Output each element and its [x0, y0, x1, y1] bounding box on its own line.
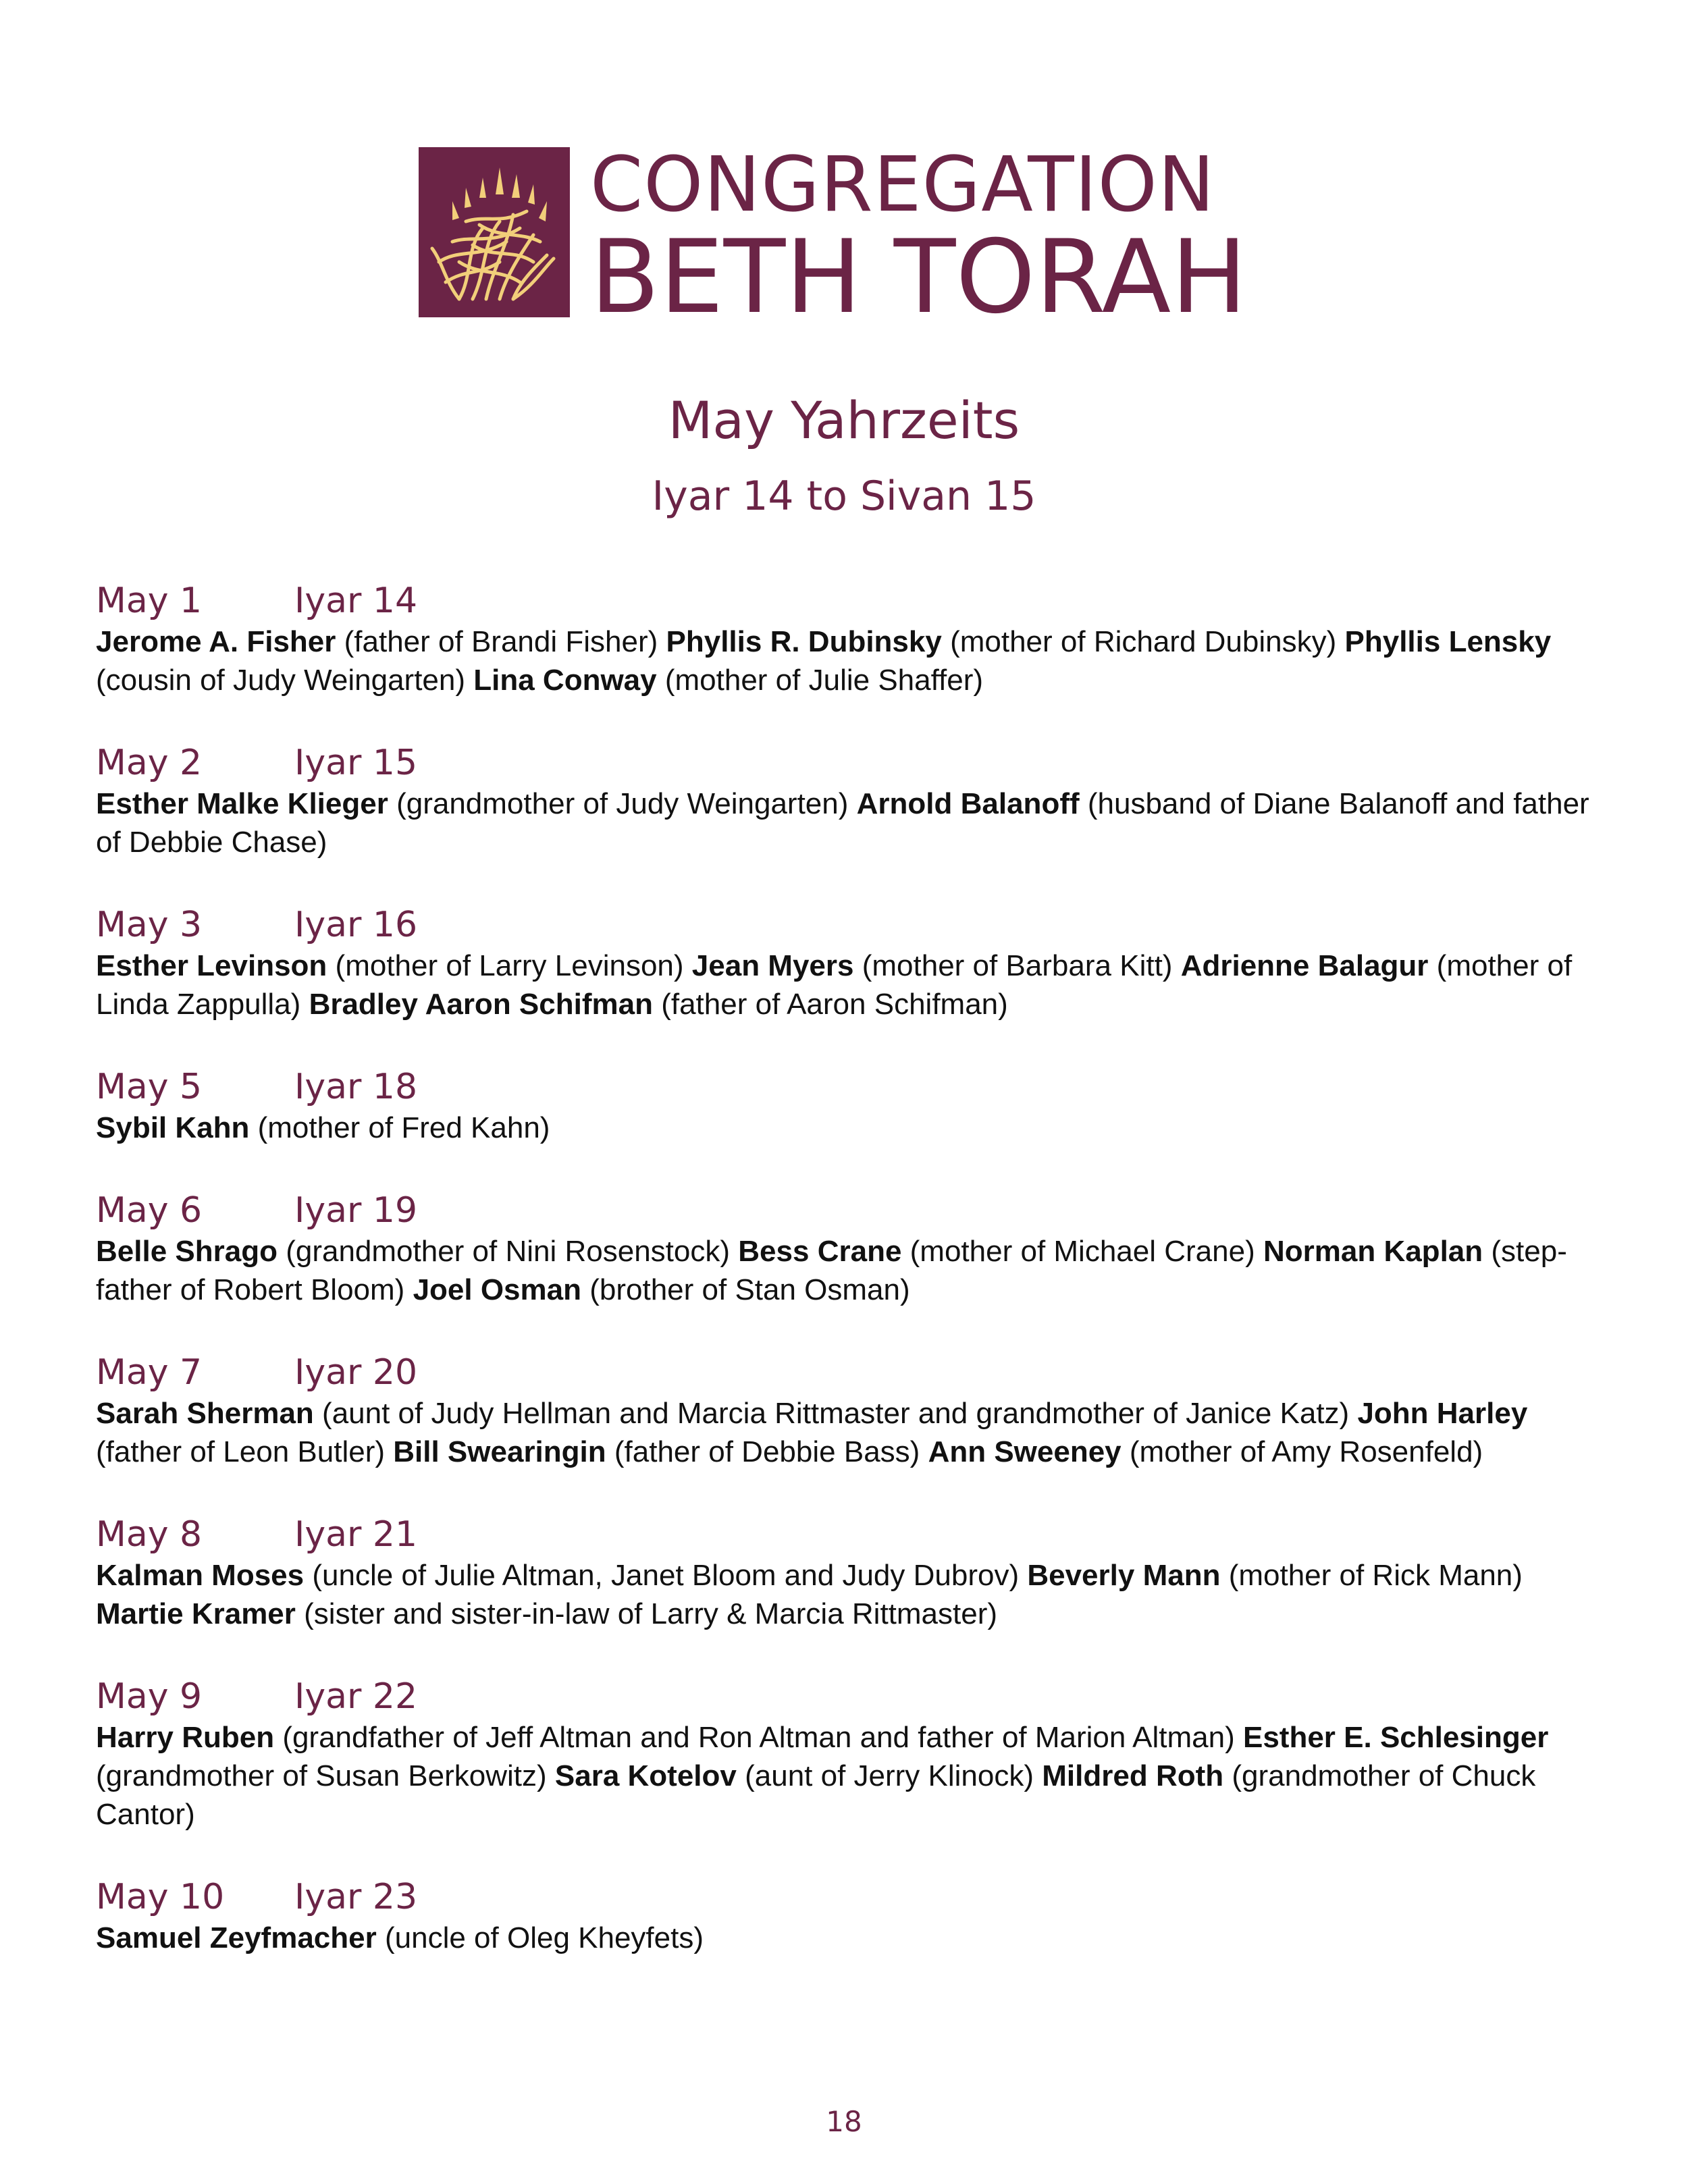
- gregorian-date: May 7: [96, 1352, 203, 1393]
- yahrzeit-entry: [96, 741, 1615, 861]
- logo-wordmark: [590, 141, 1248, 336]
- date-line: [96, 579, 1615, 622]
- deceased-name: Samuel Zeyfmacher: [96, 1921, 377, 1954]
- deceased-name: Bess Crane: [738, 1235, 902, 1268]
- hebrew-date: Iyar 14: [294, 581, 418, 621]
- yahrzeit-entry: [96, 1875, 1615, 1957]
- relation-text: (uncle of Oleg Kheyfets): [384, 1921, 704, 1954]
- page-number: 18: [826, 2105, 862, 2138]
- date-line: [96, 1351, 1615, 1394]
- deceased-name: Adrienne Balagur: [1180, 949, 1429, 982]
- deceased-name: Martie Kramer: [96, 1597, 296, 1630]
- deceased-name: John Harley: [1357, 1397, 1528, 1430]
- yahrzeit-entry: [96, 1675, 1615, 1834]
- deceased-name: Lina Conway: [473, 664, 657, 697]
- date-line: [96, 1513, 1615, 1556]
- deceased-name: Jerome A. Fisher: [96, 625, 336, 658]
- deceased-name: Ann Sweeney: [928, 1435, 1122, 1468]
- hebrew-date: Iyar 16: [294, 905, 418, 945]
- gregorian-date: May 2: [96, 743, 203, 783]
- date-line: [96, 1189, 1615, 1232]
- names-paragraph: [96, 622, 1615, 699]
- relation-text: (mother of Michael Crane): [909, 1235, 1255, 1268]
- gregorian-date: May 10: [96, 1877, 225, 1917]
- date-line: [96, 1675, 1615, 1718]
- relation-text: (cousin of Judy Weingarten): [96, 664, 466, 697]
- relation-text: (uncle of Julie Altman, Janet Bloom and Judy Dubrov): [312, 1559, 1020, 1592]
- hebrew-date: Iyar 21: [294, 1514, 418, 1555]
- relation-text: (father of Aaron Schifman): [661, 988, 1008, 1021]
- date-line: [96, 741, 1615, 784]
- names-paragraph: [96, 1556, 1615, 1633]
- burning-bush-icon: [419, 147, 570, 317]
- relation-text: (grandmother of Susan Berkowitz): [96, 1759, 547, 1792]
- relation-text: (grandmother of Nini Rosenstock): [286, 1235, 731, 1268]
- yahrzeit-entry: [96, 579, 1615, 699]
- relation-text: (mother of Amy Rosenfeld): [1129, 1435, 1483, 1468]
- relation-text: (mother of Rick Mann): [1228, 1559, 1523, 1592]
- logo-line-beth-torah: BETH TORAH: [590, 219, 1248, 336]
- deceased-name: Sybil Kahn: [96, 1111, 250, 1144]
- relation-text: (father of Debbie Bass): [614, 1435, 920, 1468]
- relation-text: (step-father of Robert Bloom): [96, 1235, 1567, 1306]
- names-paragraph: [96, 784, 1615, 861]
- hebrew-date: Iyar 19: [294, 1190, 418, 1231]
- yahrzeit-entry: [96, 1065, 1615, 1147]
- relation-text: (grandmother of Chuck Cantor): [96, 1759, 1536, 1831]
- names-paragraph: [96, 1919, 1615, 1957]
- names-paragraph: [96, 1232, 1615, 1309]
- yahrzeit-entry: [96, 903, 1615, 1023]
- names-paragraph: [96, 1109, 1615, 1147]
- deceased-name: Sarah Sherman: [96, 1397, 314, 1430]
- yahrzeit-entry: [96, 1513, 1615, 1633]
- deceased-name: Mildred Roth: [1042, 1759, 1224, 1792]
- relation-text: (father of Leon Butler): [96, 1435, 386, 1468]
- date-line: [96, 1875, 1615, 1919]
- deceased-name: Esther Malke Klieger: [96, 787, 388, 820]
- hebrew-date: Iyar 22: [294, 1676, 418, 1717]
- gregorian-date: May 3: [96, 905, 203, 945]
- gregorian-date: May 6: [96, 1190, 203, 1231]
- deceased-name: Bill Swearingin: [393, 1435, 606, 1468]
- relation-text: (aunt of Jerry Klinock): [745, 1759, 1034, 1792]
- deceased-name: Phyllis Lensky: [1344, 625, 1552, 658]
- deceased-name: Arnold Balanoff: [856, 787, 1080, 820]
- yahrzeit-list: [96, 579, 1615, 1999]
- deceased-name: Harry Ruben: [96, 1721, 275, 1754]
- deceased-name: Kalman Moses: [96, 1559, 305, 1592]
- page-subtitle: Iyar 14 to Sivan 15: [652, 473, 1036, 520]
- relation-text: (grandfather of Jeff Altman and Ron Altman and father of Marion Altman): [282, 1721, 1235, 1754]
- relation-text: (mother of Julie Shaffer): [664, 664, 984, 697]
- relation-text: (mother of Fred Kahn): [257, 1111, 550, 1144]
- gregorian-date: May 5: [96, 1067, 203, 1107]
- relation-text: (brother of Stan Osman): [589, 1273, 910, 1306]
- relation-text: (mother of Barbara Kitt): [862, 949, 1173, 982]
- names-paragraph: [96, 1718, 1615, 1834]
- relation-text: (father of Brandi Fisher): [344, 625, 658, 658]
- deceased-name: Beverly Mann: [1027, 1559, 1221, 1592]
- yahrzeit-entry: [96, 1351, 1615, 1471]
- hebrew-date: Iyar 20: [294, 1352, 418, 1393]
- hebrew-date: Iyar 15: [294, 743, 418, 783]
- deceased-name: Esther Levinson: [96, 949, 327, 982]
- deceased-name: Sara Kotelov: [554, 1759, 737, 1792]
- names-paragraph: [96, 1394, 1615, 1471]
- relation-text: (aunt of Judy Hellman and Marcia Rittmaster and grandmother of Janice Katz): [322, 1397, 1350, 1430]
- relation-text: (mother of Larry Levinson): [335, 949, 684, 982]
- relation-text: (sister and sister-in-law of Larry & Marcia Rittmaster): [304, 1597, 998, 1630]
- relation-text: (grandmother of Judy Weingarten): [396, 787, 849, 820]
- deceased-name: Phyllis R. Dubinsky: [666, 625, 942, 658]
- relation-text: (mother of Linda Zappulla): [96, 949, 1573, 1021]
- congregation-logo: [419, 141, 1248, 336]
- yahrzeit-entry: [96, 1189, 1615, 1309]
- names-paragraph: [96, 947, 1615, 1023]
- relation-text: (mother of Richard Dubinsky): [950, 625, 1337, 658]
- deceased-name: Belle Shrago: [96, 1235, 278, 1268]
- deceased-name: Norman Kaplan: [1263, 1235, 1483, 1268]
- date-line: [96, 903, 1615, 947]
- gregorian-date: May 9: [96, 1676, 203, 1717]
- logo-line-congregation: CONGREGATION: [590, 141, 1215, 229]
- date-line: [96, 1065, 1615, 1109]
- deceased-name: Bradley Aaron Schifman: [309, 988, 653, 1021]
- hebrew-date: Iyar 23: [294, 1877, 418, 1917]
- gregorian-date: May 8: [96, 1514, 203, 1555]
- hebrew-date: Iyar 18: [294, 1067, 418, 1107]
- deceased-name: Jean Myers: [691, 949, 854, 982]
- relation-text: (husband of Diane Balanoff and father of Debbie Chase): [96, 787, 1589, 859]
- deceased-name: Esther E. Schlesinger: [1242, 1721, 1549, 1754]
- page-title: May Yahrzeits: [668, 390, 1020, 450]
- gregorian-date: May 1: [96, 581, 203, 621]
- deceased-name: Joel Osman: [413, 1273, 581, 1306]
